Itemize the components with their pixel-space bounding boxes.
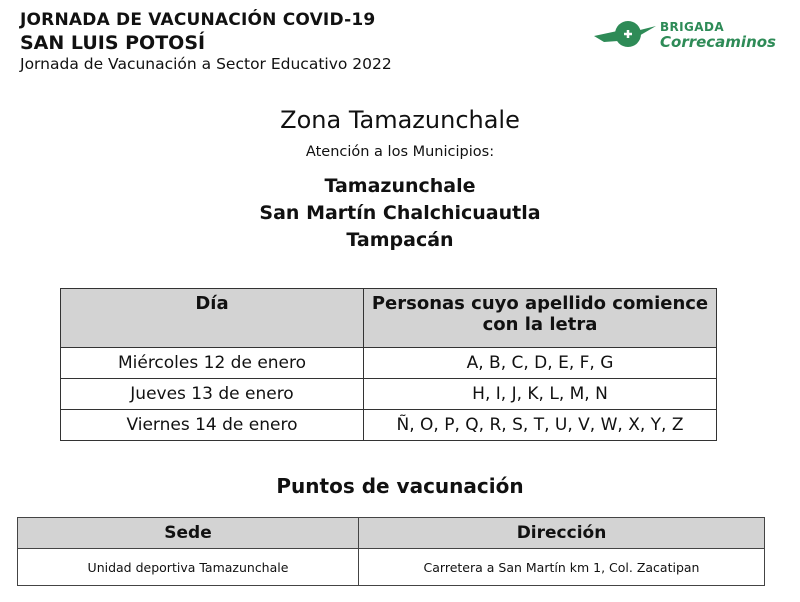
letters-cell: H, I, J, K, L, M, N	[364, 379, 717, 410]
zone-subtitle: Atención a los Municipios:	[305, 144, 495, 160]
day-cell: Miércoles 12 de enero	[61, 348, 364, 379]
table-row	[18, 549, 765, 586]
logo-text-brigada: BRIGADA	[660, 20, 725, 34]
table-row	[61, 379, 717, 410]
header-title: JORNADA DE VACUNACIÓN COVID-19	[20, 10, 376, 30]
sede-cell: Unidad deportiva Tamazunchale	[18, 549, 359, 586]
points-title: Puntos de vacunación	[276, 474, 524, 498]
municipality-item: Tampacán	[346, 229, 454, 251]
header-sede: Sede	[18, 518, 359, 549]
road-runner-icon	[592, 14, 658, 54]
table-row	[61, 348, 717, 379]
letters-cell: A, B, C, D, E, F, G	[364, 348, 717, 379]
municipality-item: San Martín Chalchicuautla	[259, 202, 541, 224]
header-direccion: Dirección	[359, 518, 765, 549]
header-subtitle: Jornada de Vacunación a Sector Educativo 2022	[20, 55, 392, 73]
brigada-logo	[592, 14, 782, 56]
schedule-header-row	[61, 289, 717, 348]
logo-text-correcaminos: Correcaminos	[660, 33, 776, 51]
table-row	[61, 410, 717, 441]
municipality-list	[0, 173, 800, 254]
municipality-item: Tamazunchale	[324, 175, 476, 197]
direccion-cell: Carretera a San Martín km 1, Col. Zacatipan	[359, 549, 765, 586]
header-state: SAN LUIS POTOSÍ	[20, 32, 206, 54]
day-cell: Jueves 13 de enero	[61, 379, 364, 410]
zone-title: Zona Tamazunchale	[280, 106, 520, 134]
points-table	[17, 517, 765, 586]
header-dia: Día	[61, 289, 364, 348]
letters-cell: Ñ, O, P, Q, R, S, T, U, V, W, X, Y, Z	[364, 410, 717, 441]
day-cell: Viernes 14 de enero	[61, 410, 364, 441]
points-header-row	[18, 518, 765, 549]
header-letters: Personas cuyo apellido comience con la letra	[364, 289, 717, 348]
schedule-table	[60, 288, 717, 441]
